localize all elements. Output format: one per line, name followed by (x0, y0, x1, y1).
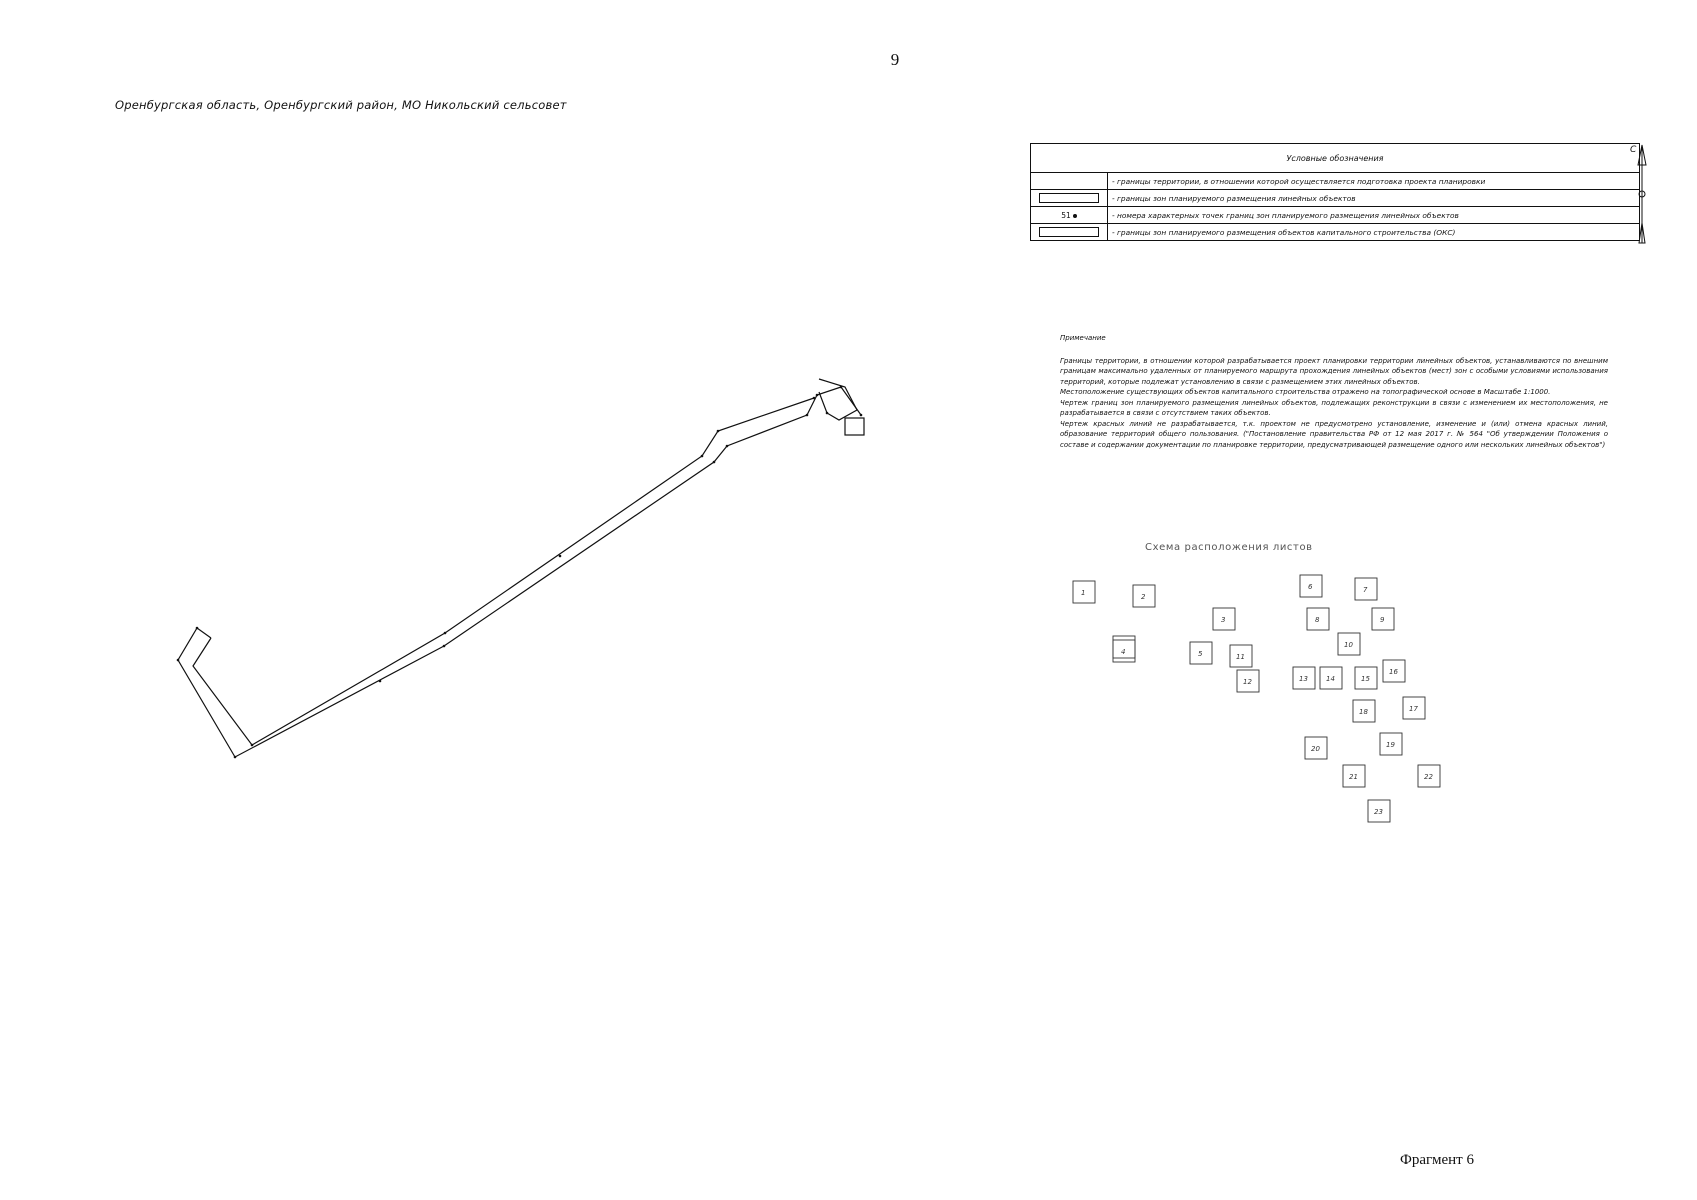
sheet-number: 17 (1409, 705, 1418, 713)
notes-paragraph: Границы территории, в отношении которой разрабатывается проект планировки территории линейных объектов, устанавливаются по внешним границам максимально удаленных от планируемого маршрута прохождения линейных объектов (мест) зон с особыми условиями использования территорий, которые подлежат установлению в связи с размещением этих линейных объектов. (1060, 356, 1608, 386)
legend-text: - границы территории, в отношении которой осуществляется подготовка проекта планировки (1108, 173, 1640, 190)
linear-object-zone (178, 379, 864, 757)
sheet-number: 12 (1243, 678, 1252, 686)
fragment-label: Фрагмент 6 (1400, 1152, 1474, 1168)
north-arrow-icon (1630, 143, 1650, 246)
zone-boundary-outer (178, 387, 861, 757)
zone-end-cap (197, 628, 211, 638)
notes-paragraph: Чертеж красных линий не разрабатывается, т.к. проектом не предусмотрено установление, изменение и (или) отмена красных линий, образование территорий общего пользования. ("Постановление правительства РФ от 12 мая 2017 г. № 564 "Об утверждении Положения о составе и содержании документации по планировке территории, предусматривающей размещение одного или нескольких линейных объектов") (1060, 419, 1608, 449)
legend-text: - границы зон планируемого размещения линейных объектов (1108, 190, 1640, 207)
oks-zone-box (845, 418, 864, 435)
legend-row (1031, 207, 1640, 224)
sheet-layout-scheme (1073, 575, 1440, 822)
notes-paragraph: Местоположение существующих объектов капитального строительства отражено на топографической основе в Масштабе 1:1000. (1060, 388, 1551, 396)
sheet-number: 23 (1374, 808, 1383, 816)
boundary-points (177, 386, 863, 759)
sheet-number: 9 (1380, 616, 1385, 624)
legend-symbol-rect (1031, 224, 1108, 241)
sheet-number: 13 (1299, 675, 1308, 683)
sheet-number: 7 (1363, 586, 1368, 594)
legend-point-label: 51 (1061, 210, 1071, 220)
sheet-layout-title: Схема расположения листов (1145, 542, 1313, 553)
sheet-numbers (1081, 583, 1433, 816)
legend-text: - границы зон планируемого размещения объектов капитального строительства (ОКС) (1108, 224, 1640, 241)
sheet-number: 5 (1198, 650, 1203, 658)
sheet-number: 21 (1349, 773, 1358, 781)
oks-zone-outline (819, 379, 857, 420)
sheet-number: 10 (1344, 641, 1353, 649)
legend-symbol-rect (1031, 190, 1108, 207)
legend-table (1030, 143, 1640, 241)
sheet-number: 4 (1121, 648, 1126, 656)
legend-symbol-point (1031, 207, 1108, 224)
page-number: 9 (890, 50, 900, 69)
legend-row (1031, 173, 1640, 190)
sheet-number: 6 (1308, 583, 1313, 591)
sheet-number: 8 (1315, 616, 1320, 624)
legend-symbol-line (1031, 173, 1108, 190)
sheet-number: 22 (1424, 773, 1433, 781)
sheet-number: 19 (1386, 741, 1395, 749)
sheet-number: 15 (1361, 675, 1370, 683)
sheet-number: 11 (1236, 653, 1245, 661)
sheet-number: 18 (1359, 708, 1368, 716)
legend-row (1031, 190, 1640, 207)
notes-block (1060, 333, 1608, 450)
sheet-number: 1 (1081, 589, 1086, 597)
zone-boundary-inner (193, 398, 814, 745)
notes-title: Примечание (1060, 334, 1106, 342)
sheet-number: 3 (1221, 616, 1226, 624)
sheet-number: 14 (1326, 675, 1335, 683)
sheet-number: 16 (1389, 668, 1398, 676)
location-caption: Оренбургская область, Оренбургский район, МО Никольский сельсовет (115, 98, 567, 112)
legend-text: - номера характерных точек границ зон планируемого размещения линейных объектов (1108, 207, 1640, 224)
north-arrow-label: С (1630, 145, 1637, 155)
sheet-number: 2 (1141, 593, 1146, 601)
legend-title: Условные обозначения (1031, 144, 1640, 173)
sheet-number: 20 (1311, 745, 1320, 753)
notes-paragraph: Чертеж границ зон планируемого размещения линейных объектов, подлежащих реконструкции в связи с изменением их местоположения, не разрабатывается в связи с отсутствием таких объектов. (1060, 398, 1608, 417)
legend-row (1031, 224, 1640, 241)
